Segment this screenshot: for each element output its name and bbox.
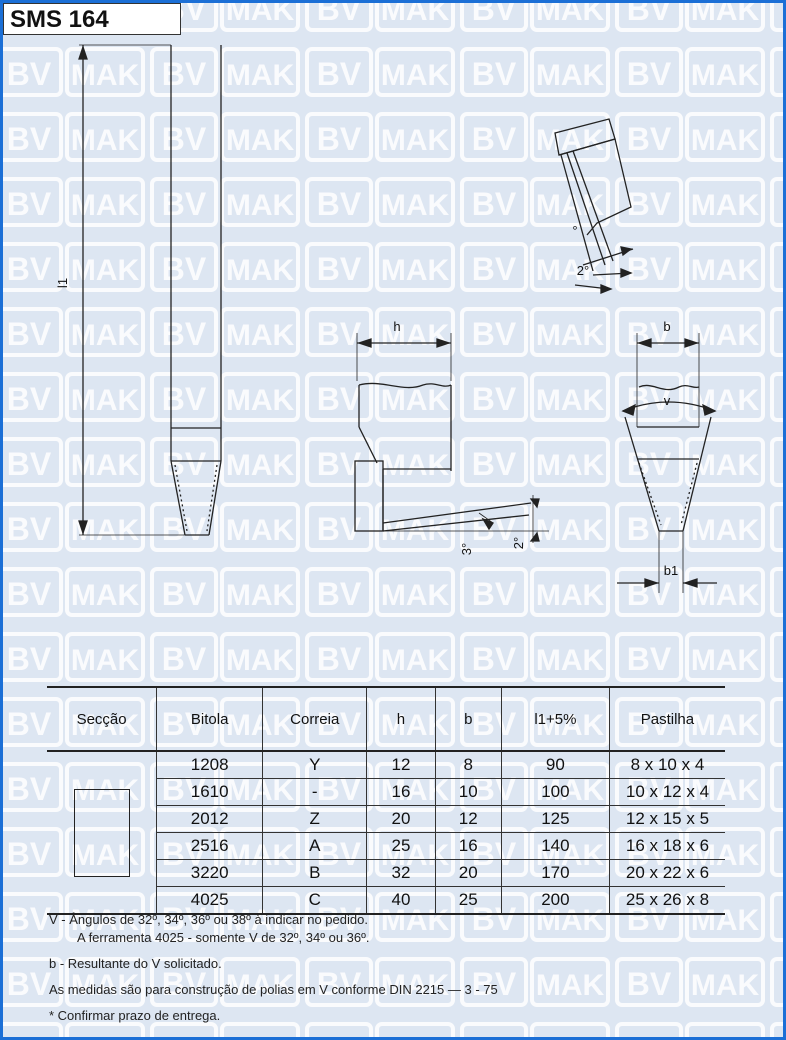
cell-correia: B (263, 860, 367, 887)
cell-h: 16 (367, 779, 435, 806)
notes (49, 911, 498, 1025)
header-l1: l1+5% (501, 687, 609, 751)
note-confirm: * Confirmar prazo de entrega. (49, 1008, 221, 1023)
angle-2-label: 2° (511, 536, 526, 550)
page-title: SMS 164 (10, 6, 109, 33)
spec-table (47, 686, 725, 915)
cell-l1: 100 (501, 779, 609, 806)
cell-h: 20 (367, 806, 435, 833)
cell-correia: C (263, 887, 367, 915)
table-row (47, 751, 725, 779)
cell-h: 32 (367, 860, 435, 887)
v-label: v (663, 393, 671, 408)
cell-l1: 140 (501, 833, 609, 860)
note-v-angles: V - Ângulos de 32º, 34º, 36º ou 38º à indicar no pedido. (49, 912, 368, 927)
angle-2-top-label: 2° (576, 263, 590, 278)
cell-b: 25 (435, 887, 501, 915)
cell-pastilha: 16 x 18 x 6 (609, 833, 725, 860)
cell-bitola: 1208 (157, 751, 263, 779)
cell-b: 8 (435, 751, 501, 779)
cell-bitola: 2516 (157, 833, 263, 860)
cell-b: 10 (435, 779, 501, 806)
header-bitola: Bitola (157, 687, 263, 751)
l1-label: l1 (55, 277, 70, 289)
cell-h: 12 (367, 751, 435, 779)
cell-l1: 90 (501, 751, 609, 779)
cell-pastilha: 8 x 10 x 4 (609, 751, 725, 779)
cell-correia: Y (263, 751, 367, 779)
tool-angle-view (555, 119, 633, 293)
cell-b: 16 (435, 833, 501, 860)
tool-side-view (79, 45, 221, 535)
note-b: b - Resultante do V solicitado. (49, 956, 222, 971)
cell-pastilha: 20 x 22 x 6 (609, 860, 725, 887)
tool-section-view (617, 333, 717, 593)
cell-pastilha: 12 x 15 x 5 (609, 806, 725, 833)
cell-bitola: 4025 (157, 887, 263, 915)
cell-bitola: 2012 (157, 806, 263, 833)
cell-h: 40 (367, 887, 435, 915)
header-h: h (367, 687, 435, 751)
cell-correia: A (263, 833, 367, 860)
table-header-row (47, 687, 725, 751)
cell-l1: 200 (501, 887, 609, 915)
cell-h: 25 (367, 833, 435, 860)
note-v-4025: A ferramenta 4025 - somente V de 32º, 34º ou 36º. (77, 930, 370, 945)
cell-l1: 125 (501, 806, 609, 833)
header-seccao: Secção (47, 687, 157, 751)
b-label: b (663, 319, 671, 334)
cell-l1: 170 (501, 860, 609, 887)
note-din: As medidas são para construção de polias em V conforme DIN 2215 — 3 - 75 (49, 982, 498, 997)
cell-b: 12 (435, 806, 501, 833)
header-b: b (435, 687, 501, 751)
tool-front-view (355, 333, 549, 543)
section-rectangle (74, 789, 130, 877)
angle-top-label: ° (572, 223, 578, 238)
section-cell (47, 751, 157, 914)
cell-bitola: 3220 (157, 860, 263, 887)
header-pastilha: Pastilha (609, 687, 725, 751)
cell-correia: Z (263, 806, 367, 833)
cell-pastilha: 10 x 12 x 4 (609, 779, 725, 806)
cell-pastilha: 25 x 26 x 8 (609, 887, 725, 915)
b1-label: b1 (663, 563, 679, 578)
cell-bitola: 1610 (157, 779, 263, 806)
h-label: h (393, 319, 401, 334)
document-frame (3, 3, 783, 1037)
header-correia: Correia (263, 687, 367, 751)
cell-b: 20 (435, 860, 501, 887)
cell-correia: - (263, 779, 367, 806)
angle-3-label: 3° (459, 542, 474, 556)
tool-drawing (3, 3, 783, 663)
